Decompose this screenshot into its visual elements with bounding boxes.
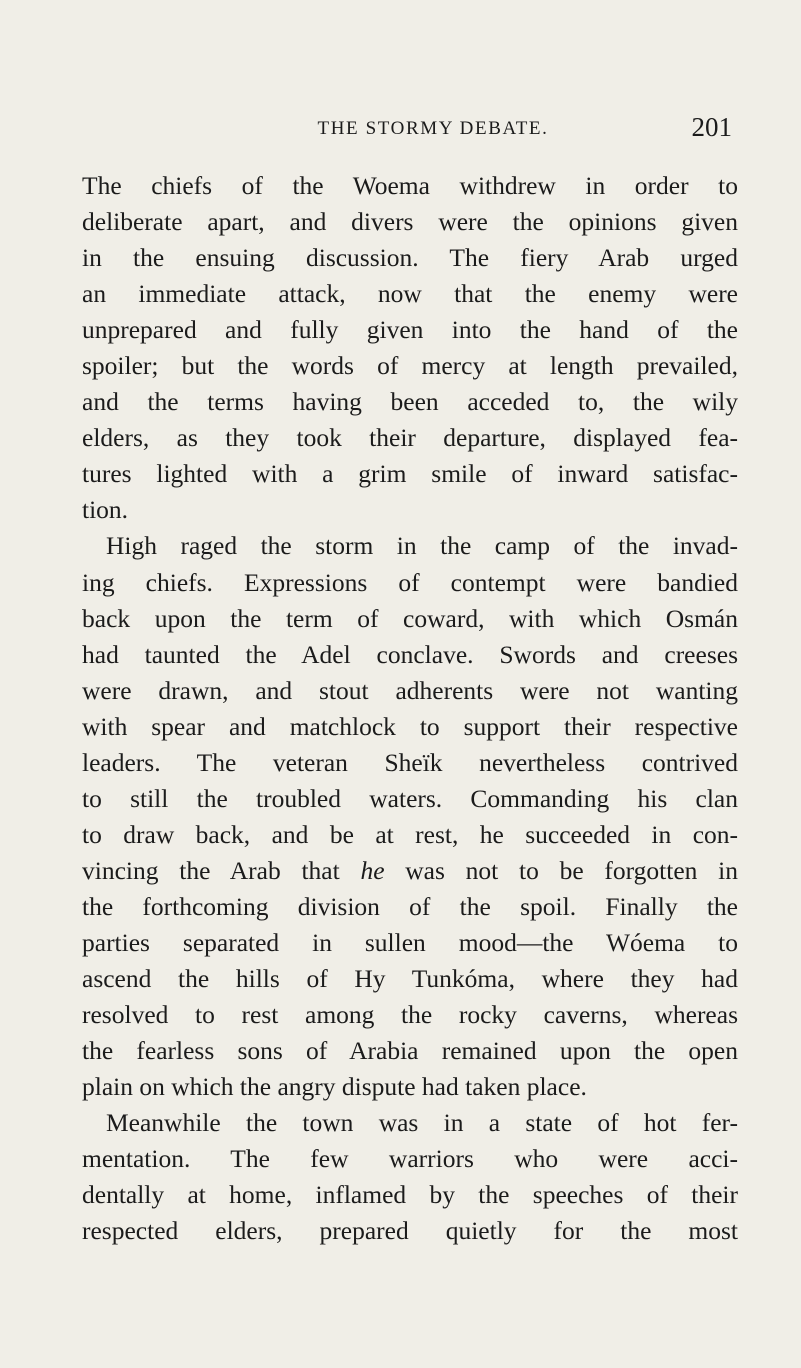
text-line: to still the troubled waters. Commanding his clan	[82, 783, 738, 813]
text-line: leaders. The veteran Sheïk nevertheless contrived	[82, 747, 738, 777]
text-line: the fearless sons of Arabia remained upon the open	[82, 1036, 738, 1066]
text-line: tures lighted with a grim smile of inward satisfac-	[82, 459, 738, 489]
text-segment: was not to be forgotten in	[405, 855, 738, 885]
text-line: mentation. The few warriors who were acci-	[82, 1144, 738, 1174]
text-line: the forthcoming division of the spoil. Finally the	[82, 891, 738, 921]
text-line: dentally at home, inflamed by the speeches of their	[82, 1180, 738, 1210]
text-line: tion.	[82, 495, 129, 525]
page-number: 201	[691, 112, 732, 142]
text-line: unprepared and fully given into the hand of the	[82, 315, 738, 345]
italic-word: he	[360, 855, 385, 885]
text-line: respected elders, prepared quietly for the most	[82, 1216, 738, 1246]
text-line: High raged the storm in the camp of the invad-	[106, 531, 738, 561]
text-line: Meanwhile the town was in a state of hot fer-	[106, 1108, 738, 1138]
text-line: spoiler; but the words of mercy at length prevailed,	[82, 351, 738, 381]
running-head-title: THE STORMY DEBATE.	[317, 118, 549, 139]
text-line: back upon the term of coward, with which Osmán	[82, 603, 738, 633]
text-line: were drawn, and stout adherents were not wanting	[82, 675, 738, 705]
body-text	[82, 168, 738, 1249]
text-line: in the ensuing discussion. The fiery Arab urged	[82, 243, 738, 273]
text-line: elders, as they took their departure, displayed fea-	[82, 423, 738, 453]
text-line: parties separated in sullen mood—the Wóema to	[82, 927, 738, 957]
text-line: to draw back, and be at rest, he succeeded in con-	[82, 819, 738, 849]
text-line: an immediate attack, now that the enemy were	[82, 279, 738, 309]
text-line: and the terms having been acceded to, the wily	[82, 387, 738, 417]
running-head	[74, 112, 732, 148]
text-line: resolved to rest among the rocky caverns, whereas	[82, 1000, 738, 1030]
text-line: ascend the hills of Hy Tunkóma, where they had	[82, 964, 738, 994]
text-line: with spear and matchlock to support their respective	[82, 711, 738, 741]
text-segment: vincing the Arab that	[82, 855, 340, 885]
text-line: had taunted the Adel conclave. Swords and creeses	[82, 639, 738, 669]
text-line: The chiefs of the Woema withdrew in order to	[82, 171, 738, 200]
text-line: plain on which the angry dispute had taken place.	[82, 1072, 587, 1102]
text-line: deliberate apart, and divers were the opinions given	[82, 207, 738, 237]
text-line	[82, 853, 738, 889]
text-line: ing chiefs. Expressions of contempt were bandied	[82, 567, 738, 597]
